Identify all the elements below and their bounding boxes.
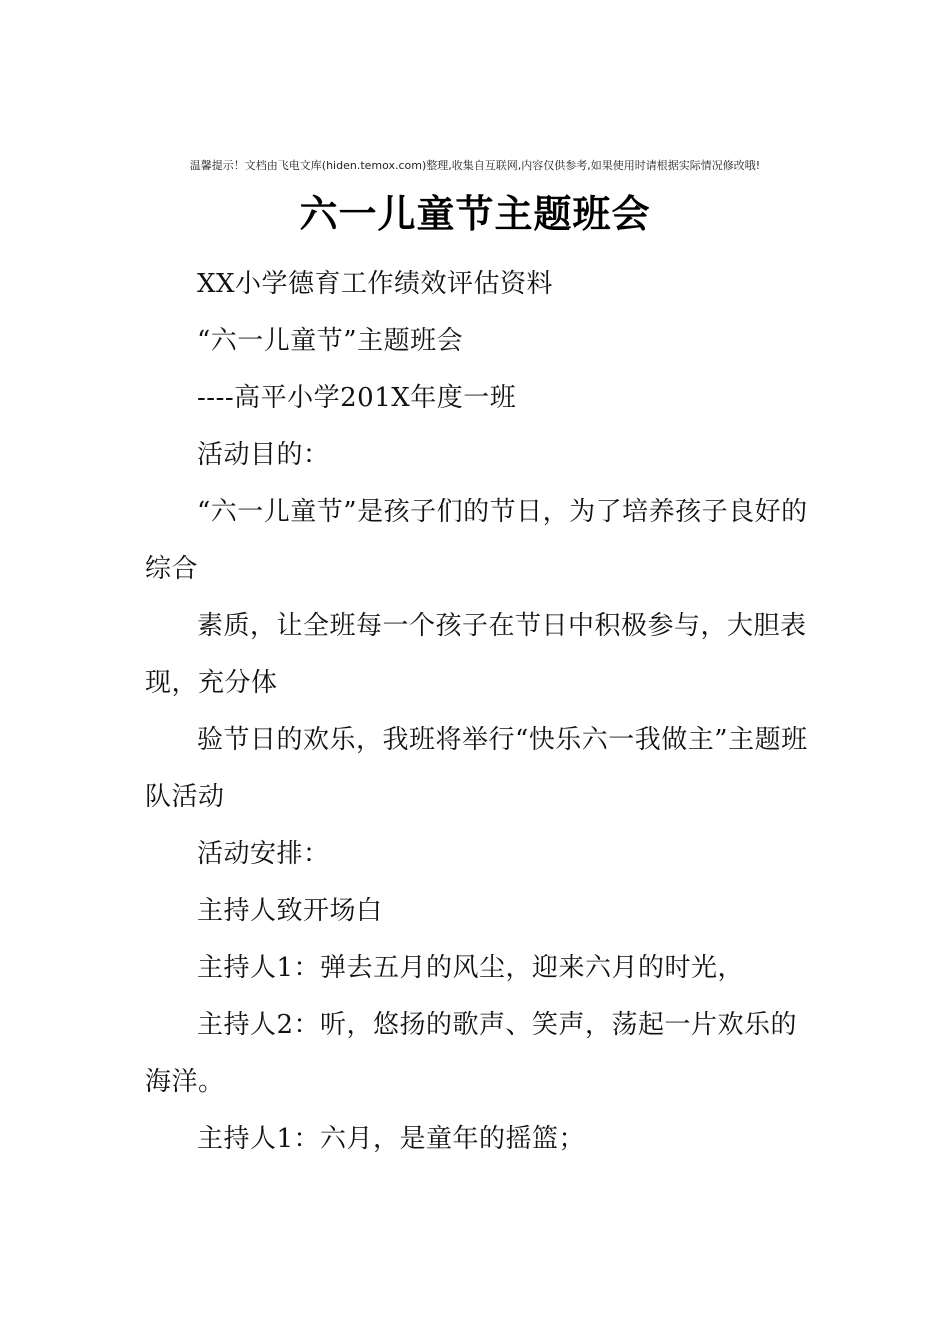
paragraph: 素质，让全班每一个孩子在节日中积极参与，大胆表现，充分体 <box>145 611 807 698</box>
paragraph: 主持人1：弹去五月的风尘，迎来六月的时光， <box>197 953 745 983</box>
paragraph: 主持人1：六月，是童年的摇篮； <box>197 1124 586 1154</box>
paragraph: 活动安排： <box>197 839 330 869</box>
paragraph: 验节日的欢乐，我班将举行“快乐六一我做主”主题班队活动 <box>145 725 808 812</box>
document-body <box>145 256 815 1168</box>
paragraph: “六一儿童节”是孩子们的节日，为了培养孩子良好的综合 <box>145 497 808 584</box>
document-title: 六一儿童节主题班会 <box>299 192 651 236</box>
paragraph: “六一儿童节”主题班会 <box>197 326 464 356</box>
paragraph: 活动目的： <box>197 440 330 470</box>
paragraph: XX小学德育工作绩效评估资料 <box>197 269 554 299</box>
paragraph: ----高平小学201X年度一班 <box>197 383 517 413</box>
paragraph: 主持人2：听，悠扬的歌声、笑声，荡起一片欢乐的海洋。 <box>145 1010 798 1097</box>
header-notice: 温馨提示！文档由飞电文库(hiden.temox.com)整理,收集自互联网,内容仅供参考,如果使用时请根据实际情况修改哦! <box>189 159 761 172</box>
paragraph: 主持人致开场白 <box>197 896 383 926</box>
